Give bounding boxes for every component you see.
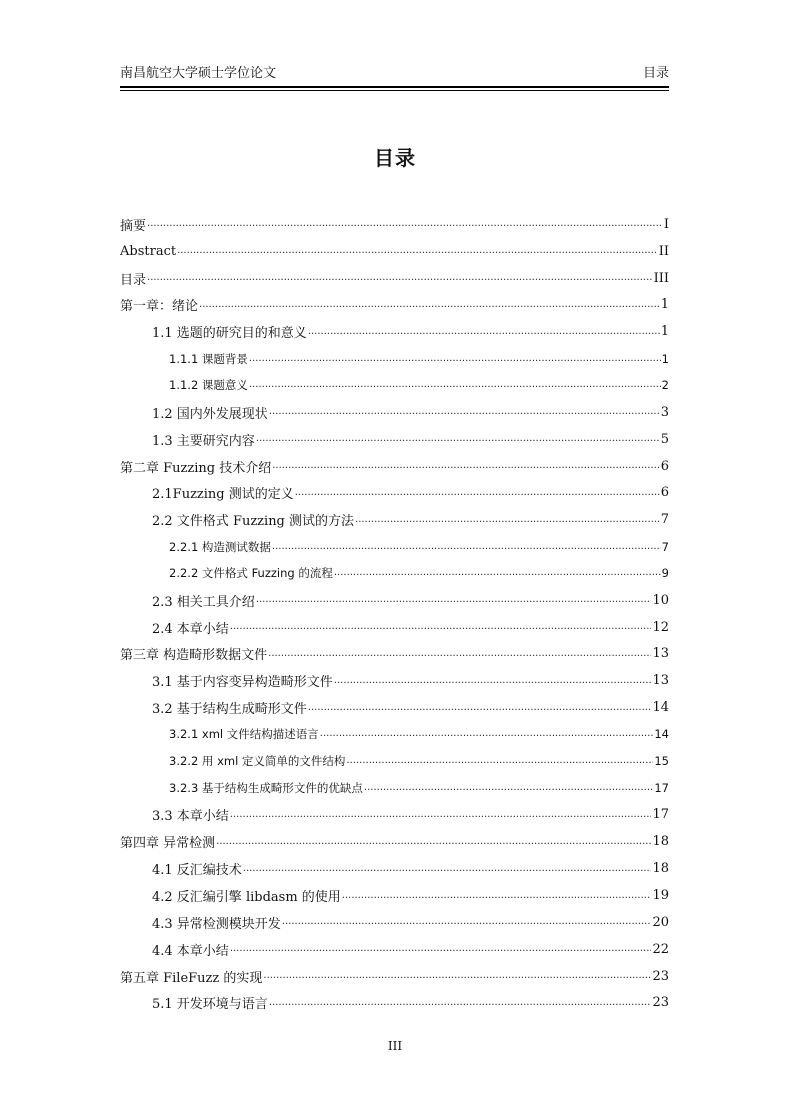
toc-entry-page-number: 19	[652, 888, 669, 904]
toc-dot-leader	[355, 515, 660, 525]
toc-entry-page-number: 7	[661, 539, 669, 554]
toc-entry-page-number: 13	[652, 646, 669, 662]
toc-entry[interactable]	[120, 399, 669, 426]
toc-dot-leader	[334, 568, 661, 578]
toc-entry[interactable]	[120, 963, 669, 990]
toc-entry[interactable]	[120, 694, 669, 721]
toc-entry-page-number: 1	[660, 324, 669, 340]
toc-entry[interactable]	[120, 345, 669, 372]
toc-entry-page-number: II	[658, 243, 669, 259]
toc-entry[interactable]	[120, 453, 669, 480]
toc-dot-leader	[230, 622, 652, 632]
toc-entry-page-number: 1	[660, 297, 669, 313]
toc-dot-leader	[230, 810, 652, 820]
table-of-contents	[120, 211, 669, 1016]
toc-entry-title: 第四章 异常检测	[120, 836, 216, 852]
toc-dot-leader	[243, 864, 652, 874]
toc-entry-title: 1.1 选题的研究目的和意义	[152, 326, 307, 342]
toc-entry-title: 1.2 国内外发展现状	[152, 406, 268, 422]
toc-entry-title: 2.1Fuzzing 测试的定义	[152, 487, 294, 503]
toc-entry-page-number: 5	[660, 431, 669, 447]
toc-entry-title: 5.1 开发环境与语言	[152, 997, 268, 1013]
toc-dot-leader	[346, 756, 653, 766]
toc-entry[interactable]	[120, 748, 669, 775]
toc-entry[interactable]	[120, 533, 669, 560]
toc-entry[interactable]	[120, 238, 669, 265]
toc-entry-title: 2.4 本章小结	[152, 621, 229, 637]
toc-entry-page-number: 17	[654, 781, 669, 796]
toc-entry-page-number: 17	[652, 807, 669, 823]
toc-entry[interactable]	[120, 721, 669, 748]
toc-entry[interactable]	[120, 506, 669, 533]
toc-entry-page-number: 12	[652, 619, 669, 635]
header-rule-thin	[120, 90, 669, 91]
toc-entry[interactable]	[120, 828, 669, 855]
toc-entry-page-number: 9	[661, 566, 669, 581]
toc-entry-title: 第三章 构造畸形数据文件	[120, 648, 268, 664]
toc-entry[interactable]	[120, 641, 669, 668]
toc-entry-title: 3.2.3 基于结构生成畸形文件的优缺点	[169, 781, 363, 796]
toc-entry-page-number: 15	[654, 754, 669, 769]
header-thesis-title: 南昌航空大学硕士学位论文	[120, 66, 277, 81]
toc-dot-leader	[272, 542, 661, 552]
toc-entry-title: 4.3 异常检测模块开发	[152, 916, 281, 932]
toc-entry-title: 摘要	[120, 218, 147, 234]
page-header	[120, 66, 669, 86]
toc-entry[interactable]	[120, 909, 669, 936]
toc-dot-leader	[256, 434, 660, 444]
toc-entry[interactable]	[120, 292, 669, 319]
toc-entry-title: Abstract	[120, 243, 177, 259]
toc-entry-title: 2.2 文件格式 Fuzzing 测试的方法	[152, 514, 355, 530]
toc-entry-title: 3.2.1 xml 文件结构描述语言	[169, 727, 319, 742]
toc-dot-leader	[308, 703, 652, 713]
toc-dot-leader	[295, 488, 660, 498]
toc-entry-page-number: 2	[661, 378, 669, 393]
toc-entry-page-number: 7	[660, 512, 669, 528]
toc-dot-leader	[342, 891, 652, 901]
toc-entry-page-number: 14	[652, 700, 669, 716]
toc-entry-page-number: 3	[660, 404, 669, 420]
toc-entry-title: 第一章：绪论	[120, 299, 199, 315]
toc-dot-leader	[308, 327, 660, 337]
toc-entry[interactable]	[120, 211, 669, 238]
toc-dot-leader	[269, 998, 652, 1008]
toc-entry-title: 目录	[120, 272, 147, 288]
toc-dot-leader	[268, 649, 651, 659]
toc-entry-title: 1.1.1 课题背景	[169, 351, 248, 366]
toc-entry[interactable]	[120, 989, 669, 1016]
toc-dot-leader	[263, 971, 651, 981]
toc-dot-leader	[272, 461, 660, 471]
toc-entry-page-number: 6	[660, 458, 669, 474]
page-title: 目录	[374, 146, 416, 170]
toc-entry-title: 2.2.1 构造测试数据	[169, 539, 271, 554]
header-section-title: 目录	[642, 66, 669, 81]
toc-entry-page-number: 23	[652, 995, 669, 1011]
toc-entry[interactable]	[120, 479, 669, 506]
toc-entry-title: 3.1 基于内容变异构造畸形文件	[152, 675, 333, 691]
toc-entry[interactable]	[120, 882, 669, 909]
toc-entry[interactable]	[120, 587, 669, 614]
toc-dot-leader	[334, 676, 652, 686]
toc-dot-leader	[282, 917, 652, 927]
toc-entry-page-number: 18	[652, 861, 669, 877]
toc-entry-title: 2.2.2 文件格式 Fuzzing 的流程	[169, 566, 333, 581]
toc-entry-title: 4.1 反汇编技术	[152, 863, 242, 879]
toc-entry-title: 1.3 主要研究内容	[152, 433, 255, 449]
toc-entry-title: 第五章 FileFuzz 的实现	[120, 970, 263, 986]
toc-entry-page-number: 18	[652, 834, 669, 850]
toc-entry[interactable]	[120, 667, 669, 694]
toc-entry-page-number: I	[663, 216, 669, 232]
toc-dot-leader	[364, 783, 653, 793]
toc-entry[interactable]	[120, 936, 669, 963]
toc-entry-title: 3.2.2 用 xml 定义简单的文件结构	[169, 754, 346, 769]
toc-entry-title: 2.3 相关工具介绍	[152, 594, 255, 610]
toc-entry-page-number: 1	[661, 351, 669, 366]
toc-entry-title: 4.4 本章小结	[152, 943, 229, 959]
toc-dot-leader	[256, 595, 652, 605]
toc-entry[interactable]	[120, 265, 669, 292]
toc-dot-leader	[269, 407, 660, 417]
toc-entry[interactable]	[120, 855, 669, 882]
toc-entry[interactable]	[120, 614, 669, 641]
toc-entry-page-number: 22	[652, 941, 669, 957]
toc-entry-page-number: 10	[652, 592, 669, 608]
toc-entry-title: 第二章 Fuzzing 技术介绍	[120, 460, 272, 476]
toc-entry[interactable]	[120, 775, 669, 802]
toc-entry-title: 3.2 基于结构生成畸形文件	[152, 702, 307, 718]
toc-entry[interactable]	[120, 318, 669, 345]
toc-dot-leader	[177, 246, 658, 256]
header-rule-thick	[120, 86, 669, 88]
toc-entry[interactable]	[120, 560, 669, 587]
toc-entry[interactable]	[120, 426, 669, 453]
toc-entry-title: 3.3 本章小结	[152, 809, 229, 825]
toc-entry-page-number: 14	[654, 727, 669, 742]
toc-dot-leader	[230, 944, 652, 954]
toc-dot-leader	[249, 380, 661, 390]
toc-entry-page-number: 23	[652, 968, 669, 984]
toc-entry[interactable]	[120, 372, 669, 399]
toc-dot-leader	[249, 354, 661, 364]
toc-dot-leader	[320, 729, 654, 739]
toc-dot-leader	[147, 219, 663, 229]
toc-dot-leader	[199, 300, 660, 310]
toc-entry-page-number: 13	[652, 673, 669, 689]
toc-entry-page-number: 20	[652, 914, 669, 930]
toc-entry-title: 4.2 反汇编引擎 libdasm 的使用	[152, 890, 341, 906]
toc-entry-page-number: III	[653, 270, 669, 286]
toc-entry[interactable]	[120, 802, 669, 829]
toc-entry-page-number: 6	[660, 485, 669, 501]
page-number: III	[387, 1039, 403, 1053]
toc-entry-title: 1.1.2 课题意义	[169, 378, 248, 393]
toc-dot-leader	[147, 273, 653, 283]
toc-dot-leader	[216, 837, 651, 847]
